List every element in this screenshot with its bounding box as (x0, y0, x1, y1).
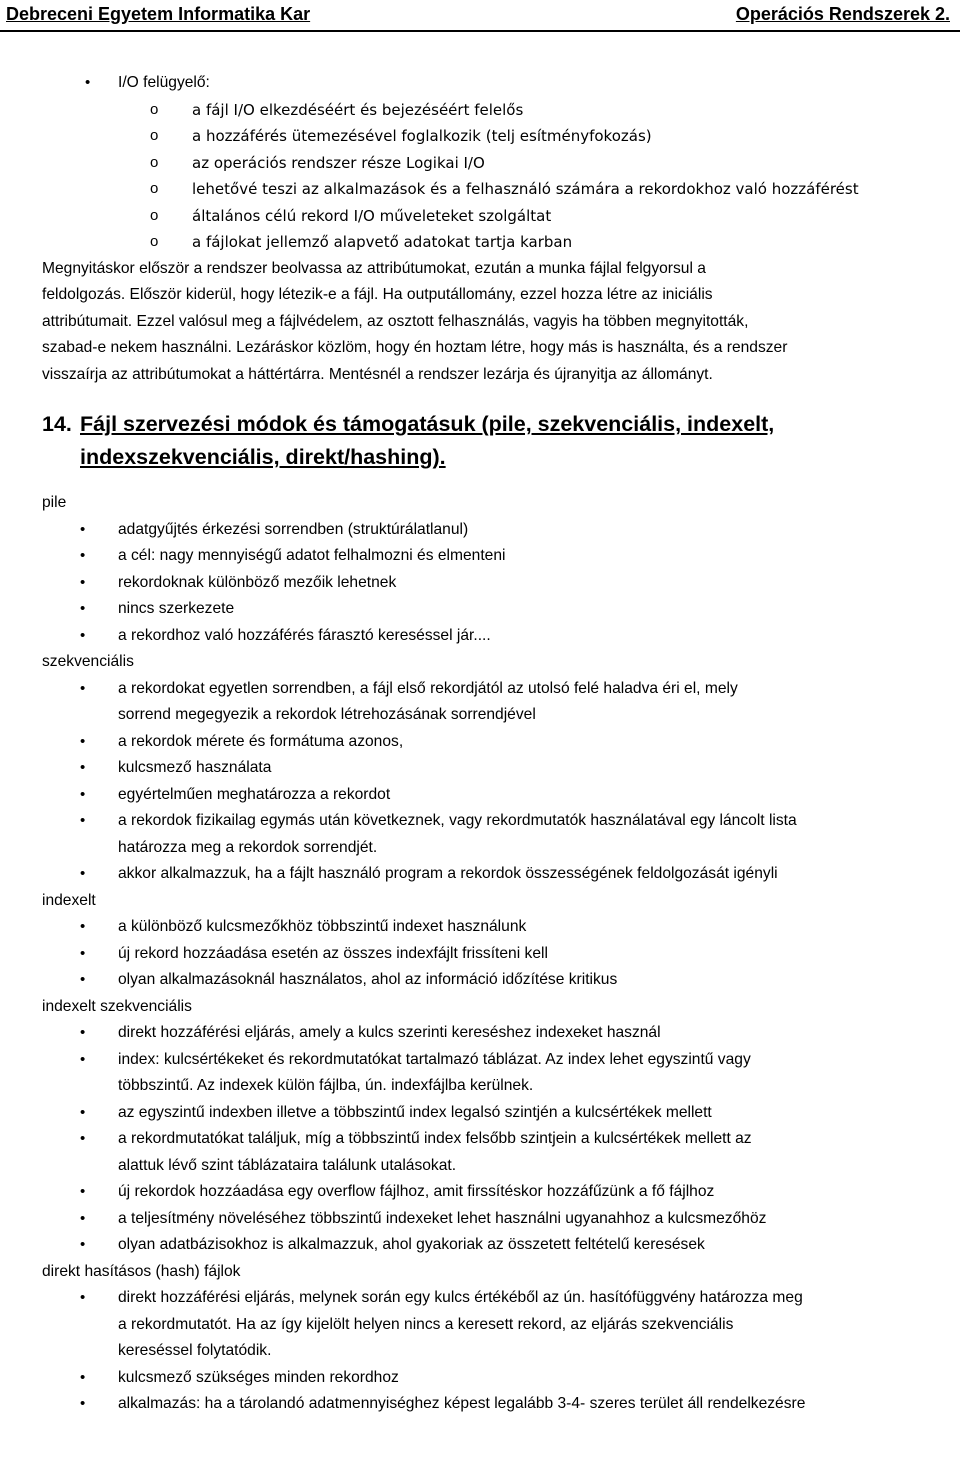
list-item: • egyértelműen meghatározza a rekordot (0, 782, 960, 809)
section-heading (0, 408, 960, 474)
paragraph-line: visszaírja az attribútumokat a háttértárra. Mentésnél a rendszer lezárja és újranyitja az állományt. (42, 365, 713, 383)
page-content (0, 70, 960, 1418)
list-item: • új rekordok hozzáadása egy overflow fájlhoz, amit firssítéskor hozzáfűzünk a fő fájlhoz (0, 1179, 960, 1206)
list-item (0, 1047, 960, 1100)
heading-title-line-1: Fájl szervezési módok és támogatásuk (pile, szekvenciális, indexelt, (80, 412, 775, 436)
list-item: • adatgyűjtés érkezési sorrendben (struktúrálatlanul) (0, 517, 960, 544)
list-item: • olyan alkalmazásoknál használatos, ahol az információ időzítése kritikus (0, 967, 960, 994)
section-label-hashed: direkt hasításos (hash) fájlok (42, 1262, 241, 1280)
list-item-line: alattuk lévő szint táblázataira találunk utalásokat. (118, 1156, 457, 1174)
list-item-line: kereséssel folytatódik. (118, 1342, 272, 1359)
list-item: • rekordoknak különböző mezőik lehetnek (0, 570, 960, 597)
paragraph-line: szabad-e nekem használni. Lezáráskor közlöm, hogy én hoztam létre, hogy más is használta, és a rendszer (42, 339, 788, 356)
list-item (0, 1126, 960, 1179)
list-item: • a teljesítmény növeléséhez többszintű indexeket lehet használni ugyanahhoz a kulcsmezőhöz (0, 1206, 960, 1233)
io-sub-item: o a hozzáférés ütemezésével foglalkozik (telj esítményfokozás) (0, 123, 960, 150)
list-item: • a rekordok mérete és formátuma azonos, (0, 729, 960, 756)
list-item (0, 1285, 960, 1365)
list-item (0, 808, 960, 861)
list-item: • az egyszintű indexben illetve a többszintű index legalsó szintjén a kulcsértékek mellett (0, 1100, 960, 1127)
page-header (0, 0, 960, 32)
list-item: • a rekordhoz való hozzáférés fárasztó kereséssel jár.... (0, 623, 960, 650)
io-supervisor-item: • I/O felügyelő: (0, 70, 960, 97)
list-item: • akkor alkalmazzuk, ha a fájlt használó program a rekordok összességének feldolgozását igényli (0, 861, 960, 888)
io-sub-item: o lehetővé teszi az alkalmazások és a felhasználó számára a rekordokhoz való hozzáférést (0, 176, 960, 203)
list-item: • a különböző kulcsmezőkhöz többszintű indexet használunk (0, 914, 960, 941)
section-label-indexed: indexelt (42, 891, 96, 909)
list-item: • alkalmazás: ha a tárolandó adatmennyiséghez képest legalább 3-4- szeres terület áll rendelkezésre (0, 1391, 960, 1418)
open-close-paragraph (0, 256, 960, 389)
io-sub-item: o általános célú rekord I/O műveleteket szolgáltat (0, 203, 960, 230)
section-label-pile: pile (42, 494, 67, 511)
header-course-title: Operációs Rendszerek 2. (735, 4, 950, 24)
list-item: • nincs szerkezete (0, 596, 960, 623)
list-item: • kulcsmező használata (0, 755, 960, 782)
list-item-line: • direkt hozzáférési eljárás, melynek során egy kulcs értékéből az ún. hasítófüggvény határozza meg (118, 1289, 803, 1306)
heading-title-line-2: indexszekvenciális, direkt/hashing). (80, 445, 446, 469)
list-item: • kulcsmező szükséges minden rekordhoz (0, 1365, 960, 1392)
section-label-sequential: szekvenciális (42, 653, 134, 670)
list-item: • új rekord hozzáadása esetén az összes indexfájlt frissíteni kell (0, 941, 960, 968)
list-item: • direkt hozzáférési eljárás, amely a kulcs szerinti kereséshez indexeket használ (0, 1020, 960, 1047)
list-item: • olyan adatbázisokhoz is alkalmazzuk, ahol gyakoriak az összetett feltételű keresések (0, 1232, 960, 1259)
list-item-line: • a rekordmutatókat találjuk, míg a többszintű index felsőbb szintjein a kulcsértékek mellett az (118, 1130, 752, 1147)
list-item-line: • index: kulcsértékeket és rekordmutatókat tartalmazó táblázat. Az index lehet egyszintű vagy (118, 1050, 751, 1068)
paragraph-line: feldolgozás. Először kiderül, hogy létezik-e a fájl. Ha outputállomány, ezzel hozza létre az iniciális (42, 286, 713, 303)
list-item-line: határozza meg a rekordok sorrendjét. (118, 838, 378, 856)
list-item-line: • a rekordokat egyetlen sorrendben, a fájl első rekordjától az utolsó felé haladva éri el, mely (118, 679, 738, 697)
header-institution: Debreceni Egyetem Informatika Kar (6, 4, 311, 24)
section-label-indexed-sequential: indexelt szekvenciális (42, 997, 192, 1015)
list-item-line: sorrend megegyezik a rekordok létrehozásának sorrendjével (118, 706, 536, 723)
io-sub-item: o a fájlokat jellemző alapvető adatokat tartja karban (0, 229, 960, 256)
paragraph-line: Megnyitáskor először a rendszer beolvassa az attribútumokat, ezután a munka fájlal felgyorsul a (42, 259, 706, 277)
paragraph-line: attribútumait. Ezzel valósul meg a fájlvédelem, az osztott felhasználás, vagyis ha többen megnyitották, (42, 312, 749, 330)
heading-number: 14. (42, 412, 72, 436)
io-sub-item: o a fájl I/O elkezdéséért és bejezéséért felelős (0, 97, 960, 124)
io-sub-item: o az operációs rendszer része Logikai I/O (0, 150, 960, 177)
list-item: • a cél: nagy mennyiségű adatot felhalmozni és elmenteni (0, 543, 960, 570)
list-item-line: többszintű. Az indexek külön fájlba, ún. indexfájlba kerülnek. (118, 1077, 534, 1094)
list-item-line: • a rekordok fizikailag egymás után következnek, vagy rekordmutatók használatával egy láncolt lista (118, 812, 797, 829)
list-item-line: a rekordmutatót. Ha az így kijelölt helyen nincs a keresett rekord, az eljárás szekvenciális (118, 1315, 734, 1333)
list-item (0, 676, 960, 729)
